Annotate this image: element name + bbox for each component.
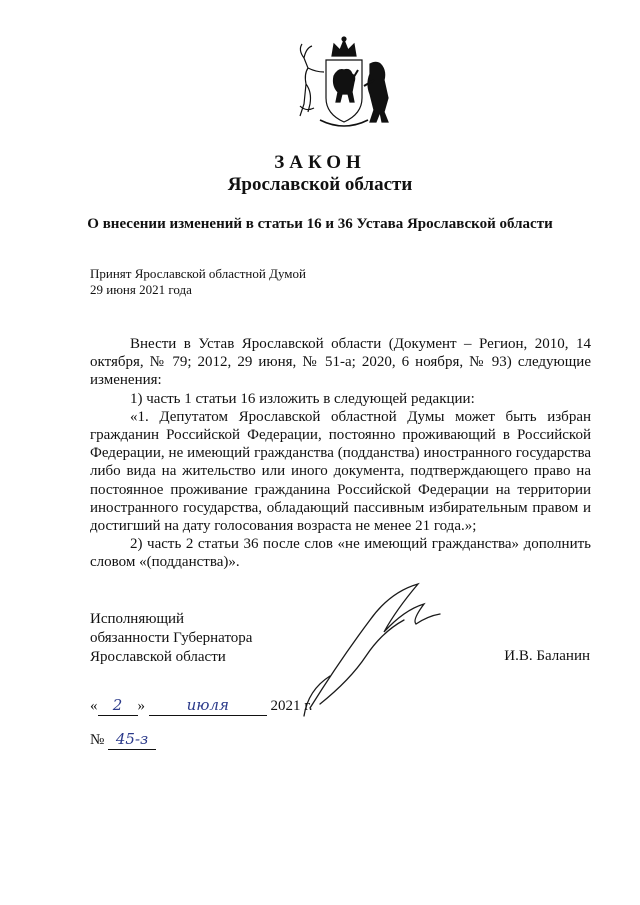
signing-year: 2021 г. (270, 698, 313, 714)
law-number (90, 730, 156, 750)
law-subject: О внесении изменений в статьи 16 и 36 Устава Ярославской области (87, 216, 553, 232)
paragraph-item-2: 2) часть 2 статьи 36 после слов «не имеющий гражданства» дополнить словом «(подданства)». (90, 536, 591, 571)
number-prefix: № (90, 732, 105, 748)
document-type-title: ЗАКОН (274, 152, 366, 173)
signing-date (90, 696, 312, 716)
number-value: 45-з (115, 730, 149, 748)
paragraph-intro: Внести в Устав Ярославской области (Документ – Регион, 2010, 14 октября, № 79; 2012, 29 июня, № 51-а; 2020, 6 ноября, № 93) следующие изменения: (90, 336, 591, 389)
signatory-title (90, 610, 252, 667)
date-quote-close: » (137, 698, 145, 714)
signatory-line-1: Исполняющий (90, 611, 185, 627)
signatory-line-2: обязанности Губернатора (90, 630, 253, 646)
signing-month: июля (186, 696, 229, 714)
region-title: Ярославской области (227, 174, 413, 195)
adoption-note (90, 266, 306, 298)
paragraph-quote: «1. Депутатом Ярославской областной Думы может быть избран гражданин Российской Федерации, постоянно проживающий в Российской Федерации, не имеющий гражданства (подданства) иностранного государства либо вида на жительство или иного документа, подтверждающего право на постоянное проживание гражданина Российской Федерации на территории иностранного государства, обладающий пассивным избирательным правом и достигший на дату голосования возраста не менее 21 года.»; (90, 408, 591, 535)
paragraph-item-1: 1) часть 1 статьи 16 изложить в следующей редакции: (130, 390, 475, 407)
adoption-body: Принят Ярославской областной Думой (90, 266, 306, 281)
handwritten-signature (300, 580, 450, 720)
date-quote-open: « (90, 698, 98, 714)
yaroslavl-coat-of-arms-icon (290, 36, 398, 132)
signing-day: 2 (112, 696, 123, 714)
signatory-name: И.В. Баланин (504, 648, 590, 664)
adoption-date: 29 июня 2021 года (90, 282, 192, 297)
law-body (90, 335, 591, 572)
signatory-line-3: Ярославской области (90, 649, 226, 665)
